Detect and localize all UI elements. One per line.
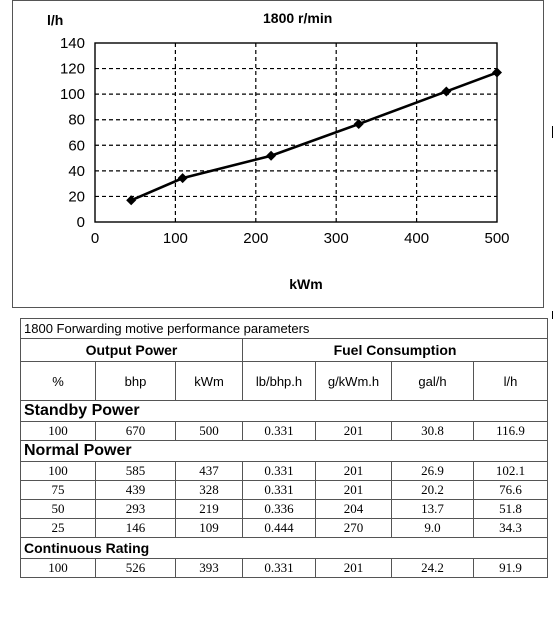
section-title: Continuous Rating <box>21 538 548 559</box>
table-cell: 0.331 <box>243 462 316 481</box>
output-power-header: Output Power <box>21 339 243 362</box>
chart-title: 1800 r/min <box>263 10 333 26</box>
table-cell: 201 <box>316 462 392 481</box>
table-cell: 26.9 <box>392 462 474 481</box>
data-point-marker <box>126 195 136 205</box>
table-cell: 0.331 <box>243 422 316 441</box>
table-cell: 500 <box>176 422 243 441</box>
column-header: kWm <box>176 362 243 401</box>
table-cell: 50 <box>21 500 96 519</box>
table-cell: 75 <box>21 481 96 500</box>
table-caption: 1800 Forwarding motive performance parameters <box>21 319 548 339</box>
table-cell: 201 <box>316 559 392 578</box>
column-header: lb/bhp.h <box>243 362 316 401</box>
table-cell: 20.2 <box>392 481 474 500</box>
table-cell: 100 <box>21 462 96 481</box>
table-cell: 30.8 <box>392 422 474 441</box>
table-cell: 204 <box>316 500 392 519</box>
table-row <box>21 500 548 519</box>
table-cell: 34.3 <box>474 519 548 538</box>
data-point-marker <box>178 173 188 183</box>
data-point-marker <box>354 119 364 129</box>
column-header: % <box>21 362 96 401</box>
edge-mark <box>552 311 553 319</box>
fuel-consumption-header: Fuel Consumption <box>243 339 548 362</box>
column-header: bhp <box>96 362 176 401</box>
table-cell: 0.444 <box>243 519 316 538</box>
table-cell: 670 <box>96 422 176 441</box>
chart-frame <box>12 0 544 308</box>
table-cell: 439 <box>96 481 176 500</box>
table-cell: 270 <box>316 519 392 538</box>
table-cell: 13.7 <box>392 500 474 519</box>
table-cell: 393 <box>176 559 243 578</box>
table-cell: 0.331 <box>243 481 316 500</box>
fuel-consumption-chart <box>13 1 543 307</box>
edge-mark <box>552 126 553 138</box>
table-row <box>21 481 548 500</box>
table-column-header-row <box>21 362 548 401</box>
table-cell: 51.8 <box>474 500 548 519</box>
table-cell: 0.331 <box>243 559 316 578</box>
x-tick-label: 400 <box>404 230 430 247</box>
plot-area-border <box>95 43 497 222</box>
table-cell: 25 <box>21 519 96 538</box>
y-tick-label: 80 <box>68 111 85 129</box>
table-cell: 0.336 <box>243 500 316 519</box>
x-tick-label: 100 <box>162 230 188 247</box>
column-header: g/kWm.h <box>316 362 392 401</box>
x-tick-label: 300 <box>323 230 349 247</box>
table-row <box>21 422 548 441</box>
y-tick-label: 0 <box>76 214 85 231</box>
y-axis-title: l/h <box>47 12 64 28</box>
table-cell: 109 <box>176 519 243 538</box>
table-cell: 116.9 <box>474 422 548 441</box>
table-cell: 293 <box>96 500 176 519</box>
x-tick-label: 200 <box>243 230 269 247</box>
data-point-marker <box>266 151 276 161</box>
y-tick-label: 120 <box>59 60 85 78</box>
table-caption-row <box>21 319 548 339</box>
x-tick-label: 500 <box>484 230 510 247</box>
table-cell: 201 <box>316 481 392 500</box>
section-title: Normal Power <box>21 441 548 462</box>
table-cell: 76.6 <box>474 481 548 500</box>
section-title: Standby Power <box>21 401 548 422</box>
table-row <box>21 462 548 481</box>
table-row <box>21 559 548 578</box>
table-cell: 102.1 <box>474 462 548 481</box>
table-cell: 219 <box>176 500 243 519</box>
section-title-row <box>21 538 548 559</box>
data-point-marker <box>441 86 451 96</box>
y-tick-label: 100 <box>59 86 85 104</box>
table-cell: 100 <box>21 422 96 441</box>
table-cell: 24.2 <box>392 559 474 578</box>
table-row <box>21 519 548 538</box>
table-cell: 437 <box>176 462 243 481</box>
y-tick-label: 60 <box>68 137 85 155</box>
table-group-header-row <box>21 339 548 362</box>
data-point-marker <box>492 68 502 78</box>
table-cell: 9.0 <box>392 519 474 538</box>
column-header: l/h <box>474 362 548 401</box>
table-cell: 526 <box>96 559 176 578</box>
table-cell: 328 <box>176 481 243 500</box>
x-axis-title: kWm <box>289 276 323 292</box>
x-tick-label: 0 <box>90 230 100 247</box>
y-tick-label: 140 <box>59 35 85 52</box>
table-cell: 201 <box>316 422 392 441</box>
column-header: gal/h <box>392 362 474 401</box>
table-cell: 146 <box>96 519 176 538</box>
table-cell: 100 <box>21 559 96 578</box>
performance-table <box>20 318 548 578</box>
table-cell: 585 <box>96 462 176 481</box>
section-title-row <box>21 401 548 422</box>
table-cell: 91.9 <box>474 559 548 578</box>
section-title-row <box>21 441 548 462</box>
y-tick-label: 20 <box>68 188 85 206</box>
y-tick-label: 40 <box>68 162 85 180</box>
